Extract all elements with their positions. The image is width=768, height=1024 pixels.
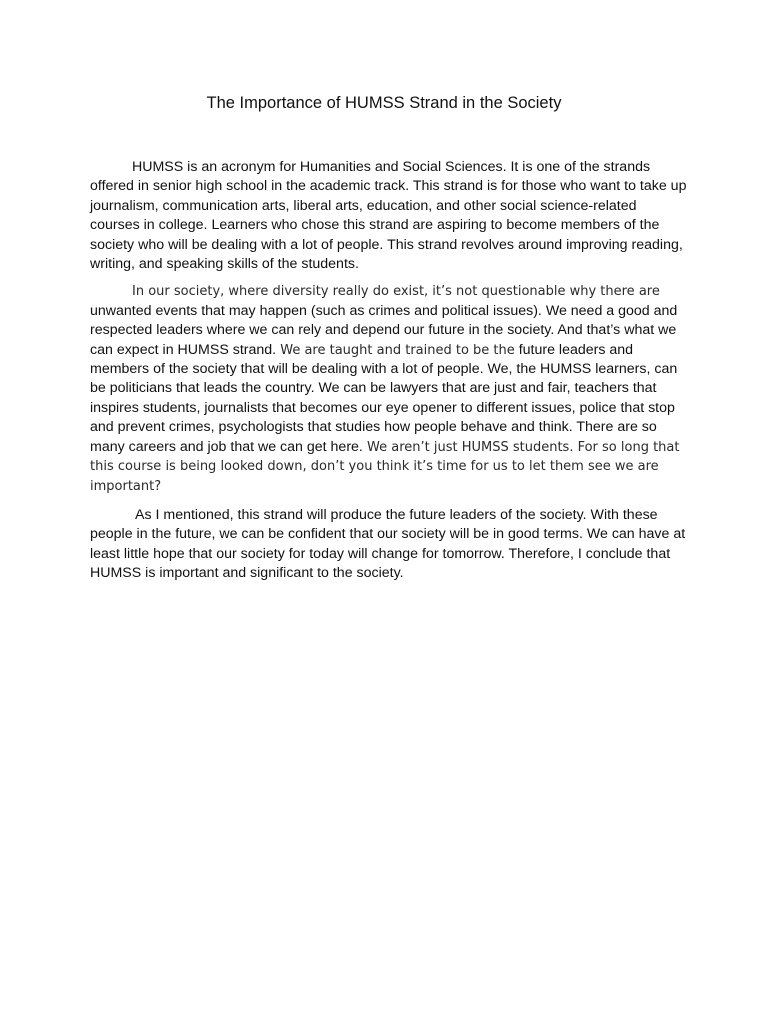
paragraph-2-segment-2: unwanted events that may happen (such as crimes and political issues). We need a good and respected leaders where we can rely and depend our future in the society. And that’s what we can expect in HUMSS strand.: [90, 302, 678, 358]
document-title: The Importance of HUMSS Strand in the Society: [206, 94, 562, 112]
document-body: [90, 158, 690, 592]
paragraph-1: HUMSS is an acronym for Humanities and Social Sciences. It is one of the strands offered in senior high school in the academic track. This strand is for those who want to take up journalism, communication arts, liberal arts, education, and other social science-related courses in college. Learners who chose this strand are aspiring to become members of the society who will be dealing with a lot of people. This strand revolves around improving reading, writing, and speaking skills of the students.: [90, 159, 687, 273]
paragraph-3: As I mentioned, this strand will produce the future leaders of the society. With these people in the future, we can be confident that our society will be in good terms. We can have at least little hope that our society for today will change for tomorrow. Therefore, I conclude that HUMSS is important and significant to the society.: [90, 506, 686, 582]
paragraph-2: [90, 282, 690, 495]
paragraph-2-segment-3: We are taught and trained to be the: [276, 342, 515, 358]
paragraph-2-segment-4: future leaders and members of the society that will be dealing with a lot of people. We, the HUMSS learners, can be politicians that leads the country. We can be lawyers that are just and fair, teachers that inspires students, journalists that becomes our eye opener to different issues, police that stop and prevent crimes, psychologists that studies how people behave and think. There are so many careers and job that we can get here.: [90, 341, 678, 455]
paragraph-2-segment-1: In our society, where diversity really do exist, it’s not questionable why there are: [132, 284, 660, 300]
paragraph-2-segment-5: We aren’t just HUMSS students. For so long that this course is being looked down, don’t you think it’s time for us to let them see we are important?: [90, 439, 680, 494]
